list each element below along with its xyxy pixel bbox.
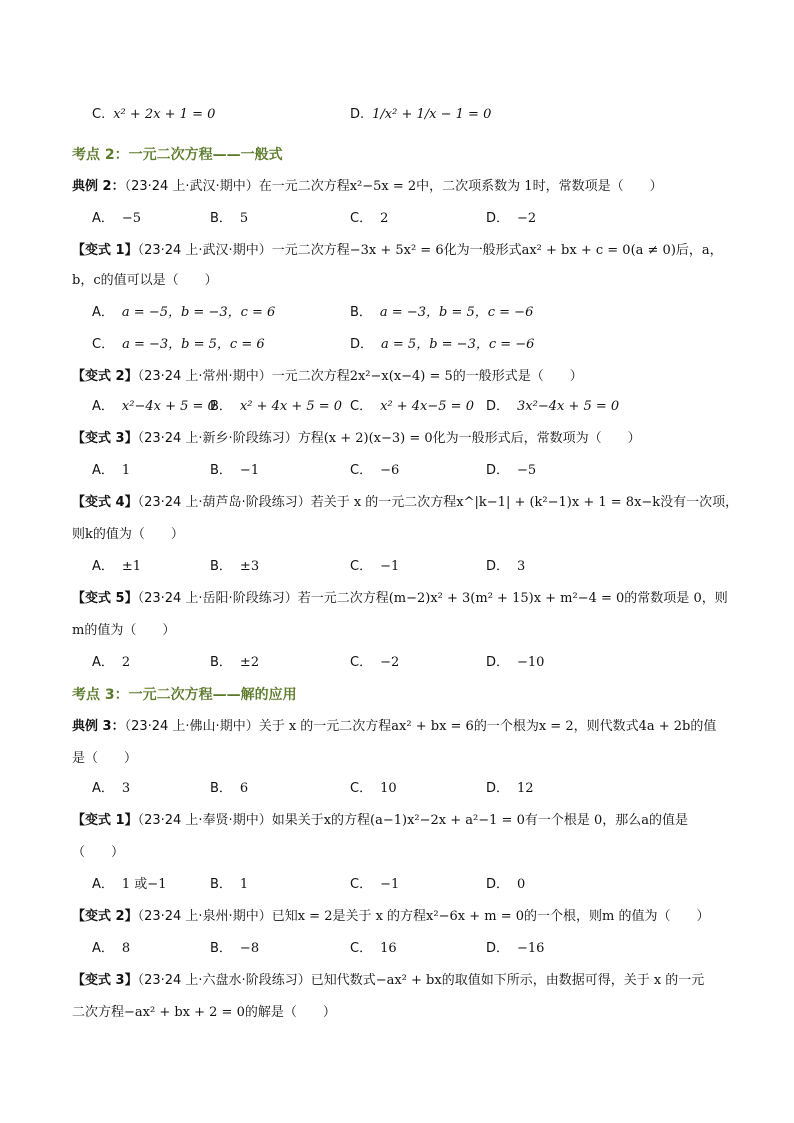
example-3-options [92, 780, 732, 798]
option-c: C． −2 [350, 655, 400, 670]
option-b: B． ±3 [210, 559, 260, 574]
section-heading-2: 考点 2：一元二次方程——一般式 [72, 147, 283, 163]
variant-3-3-stem-cont: 二次方程−ax² + bx + 2 = 0的解是（ ） [72, 1005, 336, 1020]
variant-3-2-stem: 【变式 2】（23·24 上·泉州·期中）已知x = 2是关于 x 的方程x²−6x + m = 0的一个根，则m 的值为（ ） [72, 909, 710, 924]
variant-2-5-options [92, 654, 732, 672]
option-d: D． −5 [486, 463, 537, 478]
variant-2-4-stem-cont: 则k的值为（ ） [72, 527, 184, 542]
variant-2-1-stem: 【变式 1】（23·24 上·武汉·期中）一元二次方程−3x + 5x² = 6化为一般形式ax² + bx + c = 0(a ≠ 0)后，a， [72, 243, 723, 258]
option-c: C． 10 [350, 781, 397, 796]
example-2-stem: 典例 2：（23·24 上·武汉·期中）在一元二次方程x²−5x = 2中，二次项系数为 1时，常数项是（ ） [72, 179, 663, 194]
option-d: D． 3x²−4x + 5 = 0 [486, 399, 620, 414]
variant-3-2-options [92, 940, 732, 958]
option-c: C. x² + 2x + 1 = 0 [92, 107, 216, 122]
option-c: C． −1 [350, 559, 400, 574]
variant-2-3-options [92, 462, 732, 480]
variant-2-4-options [92, 558, 732, 576]
top-options [92, 106, 732, 124]
option-c: C． −6 [350, 463, 400, 478]
variant-2-2-options [92, 398, 732, 416]
option-b: B． 6 [210, 781, 249, 796]
option-b: B． x² + 4x + 5 = 0 [210, 399, 343, 414]
option-b: B． ±2 [210, 655, 260, 670]
option-c: C． x² + 4x−5 = 0 [350, 399, 474, 414]
variant-2-1-options-row1 [92, 304, 732, 322]
variant-2-3-stem: 【变式 3】（23·24 上·新乡·阶段练习）方程(x + 2)(x−3) = 0化为一般形式后，常数项为（ ） [72, 431, 641, 446]
variant-2-1-stem-cont: b，c的值可以是（ ） [72, 273, 218, 288]
variant-3-1-stem: 【变式 1】（23·24 上·奉贤·期中）如果关于x的方程(a−1)x²−2x + a²−1 = 0有一个根是 0，那么a的值是 [72, 813, 688, 828]
example-3-stem: 典例 3：（23·24 上·佛山·期中）关于 x 的一元二次方程ax² + bx = 6的一个根为x = 2，则代数式4a + 2b的值 [72, 719, 717, 734]
option-a: A． 1 [92, 463, 131, 478]
option-c: C． 16 [350, 941, 397, 956]
option-d: D． −2 [486, 211, 537, 226]
option-d: D． 3 [486, 559, 526, 574]
variant-2-4-stem: 【变式 4】（23·24 上·葫芦岛·阶段练习）若关于 x 的一元二次方程x^|k−1| + (k²−1)x + 1 = 8x−k没有一次项， [72, 495, 739, 510]
option-b: B． −8 [210, 941, 260, 956]
section-heading-3: 考点 3：一元二次方程——解的应用 [72, 687, 297, 703]
option-d: D． 12 [486, 781, 534, 796]
option-a: A． −5 [92, 211, 142, 226]
example-2-options [92, 210, 732, 228]
option-b: B． a = −3，b = 5，c = −6 [350, 305, 534, 320]
variant-2-2-stem: 【变式 2】（23·24 上·常州·期中）一元二次方程2x²−x(x−4) = 5的一般形式是（ ） [72, 369, 583, 384]
variant-2-5-stem: 【变式 5】（23·24 上·岳阳·阶段练习）若一元二次方程(m−2)x² + 3(m² + 15)x + m²−4 = 0的常数项是 0，则 [72, 591, 728, 606]
option-d: D． −10 [486, 655, 545, 670]
example-3-stem-cont: 是（ ） [72, 751, 138, 766]
option-b: B． −1 [210, 463, 260, 478]
option-a: A． x²−4x + 5 = 0 [92, 399, 216, 414]
variant-3-1-stem-cont: （ ） [72, 845, 125, 860]
variant-3-3-stem: 【变式 3】（23·24 上·六盘水·阶段练习）已知代数式−ax² + bx的取值如下所示，由数据可得，关于 x 的一元 [72, 973, 705, 988]
option-d: D． 0 [486, 877, 526, 892]
option-d: D． −16 [486, 941, 545, 956]
option-c: C． a = −3，b = 5，c = 6 [92, 337, 265, 352]
option-c: C． −1 [350, 877, 400, 892]
option-a: A． 1 或−1 [92, 877, 167, 892]
option-a: A． 3 [92, 781, 131, 796]
variant-2-5-stem-cont: m的值为（ ） [72, 623, 176, 638]
option-c: C． 2 [350, 211, 389, 226]
option-a: A． 8 [92, 941, 131, 956]
option-a: A． a = −5，b = −3，c = 6 [92, 305, 276, 320]
variant-2-1-options-row2 [92, 336, 732, 354]
option-a: A． 2 [92, 655, 131, 670]
option-a: A． ±1 [92, 559, 142, 574]
option-b: B． 5 [210, 211, 249, 226]
variant-3-1-options [92, 876, 732, 894]
option-d: D． a = 5，b = −3，c = −6 [350, 337, 535, 352]
option-b: B． 1 [210, 877, 249, 892]
option-d: D. 1/x² + 1/x − 1 = 0 [350, 107, 492, 122]
